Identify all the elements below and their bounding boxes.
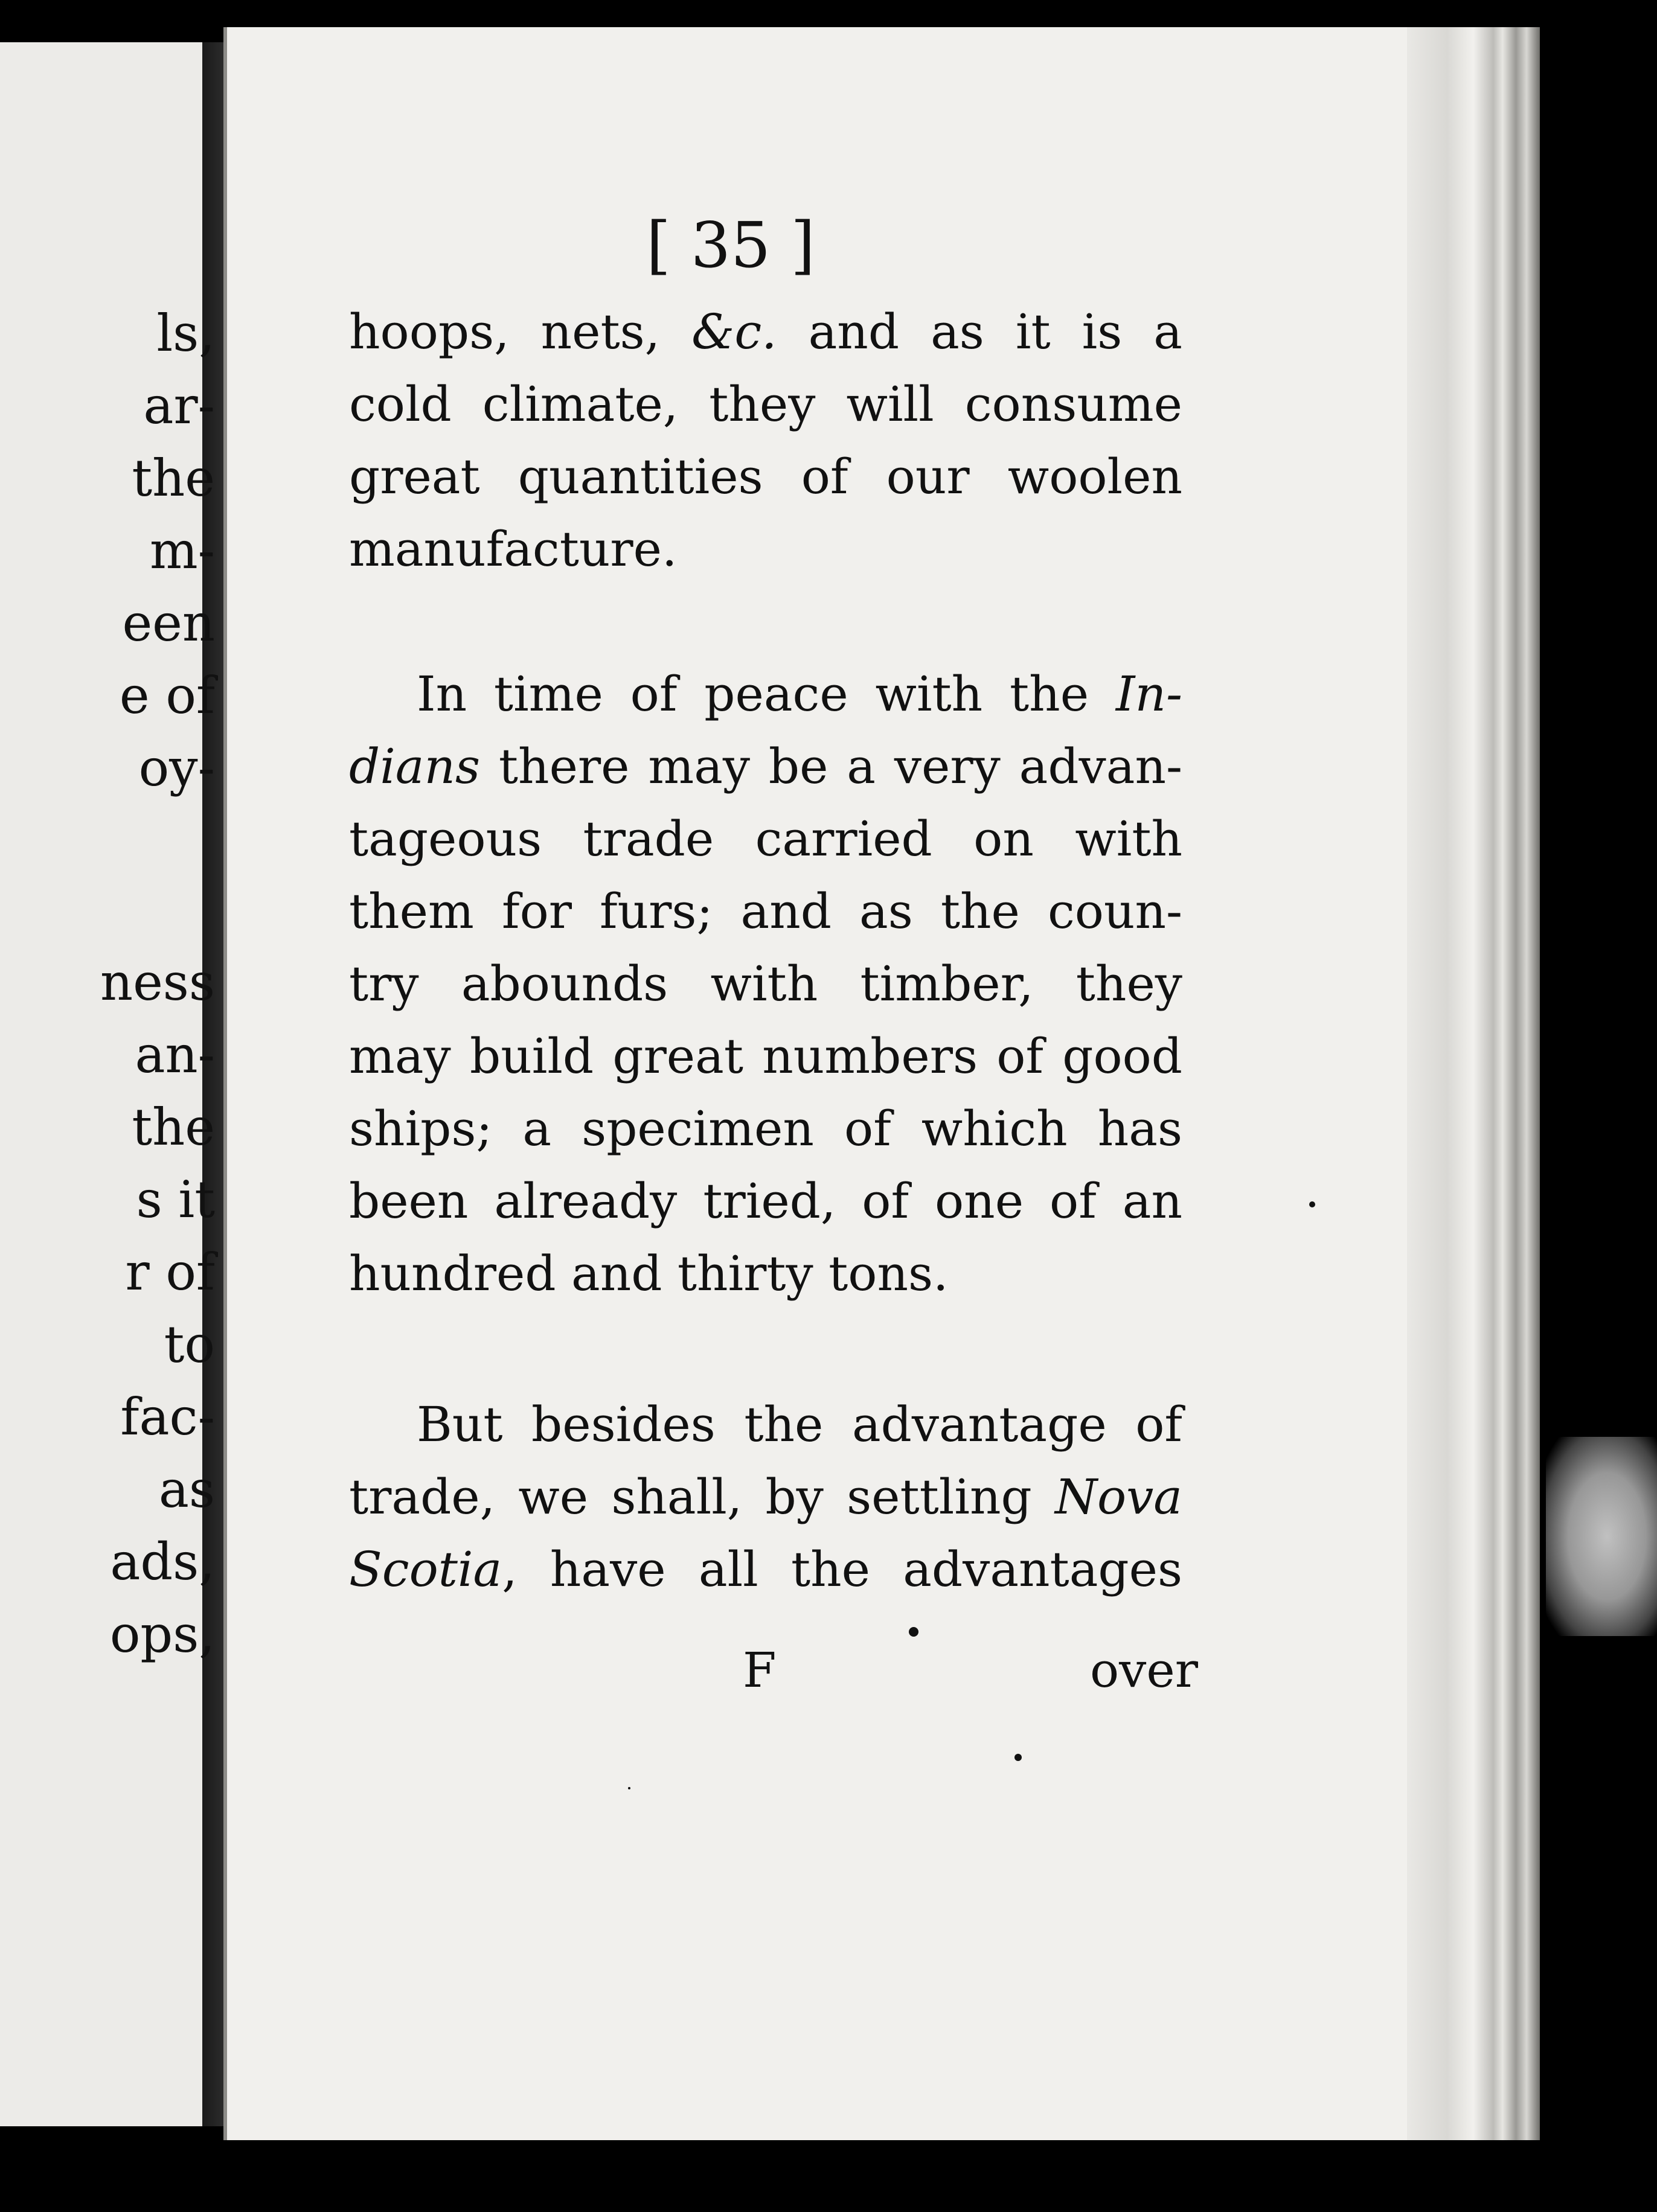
text-line: great quantities of our woolen: [349, 449, 1182, 505]
left-fragment: the: [132, 449, 215, 508]
text-line: But besides the advantage of: [417, 1396, 1182, 1453]
text-line: manufacture.: [349, 521, 678, 577]
text-line: them for furs; and as the coun-: [349, 883, 1182, 939]
edge-stain: [1546, 1437, 1657, 1636]
text-line: hoops, nets, &c. and as it is a: [349, 304, 1183, 360]
text-line: trade, we shall, by settling Nova: [349, 1469, 1182, 1525]
text-line: Scotia, have all the advantages: [349, 1541, 1182, 1597]
left-fragment: ls,: [156, 304, 215, 363]
ink-speck: [628, 1787, 630, 1789]
left-fragment: ads,: [110, 1532, 215, 1591]
left-fragment: as: [158, 1460, 215, 1519]
text-line: ships; a specimen of which has: [349, 1101, 1182, 1157]
text-line: try abounds with timber, they: [349, 956, 1182, 1012]
left-fragment: ness: [100, 953, 215, 1012]
text-line: been already tried, of one of an: [349, 1173, 1182, 1229]
signature-mark: F: [743, 1642, 777, 1698]
left-fragment: an-: [135, 1025, 215, 1084]
text-line: hundred and thirty tons.: [349, 1245, 949, 1302]
left-fragment: to: [164, 1315, 215, 1374]
left-fragment: een: [122, 593, 215, 653]
text-line: cold climate, they will consume: [349, 376, 1182, 432]
left-fragment: s it: [136, 1170, 215, 1229]
left-fragment: ar-: [143, 376, 215, 435]
left-fragment: oy-: [138, 738, 215, 798]
text-line: In time of peace with the In-: [417, 666, 1182, 722]
text-line: may build great numbers of good: [349, 1028, 1182, 1084]
left-fragment: e of: [119, 666, 215, 725]
text-line: tageous trade carried on with: [349, 811, 1182, 867]
left-fragment: m-: [149, 521, 215, 580]
left-fragment: the: [132, 1098, 215, 1157]
text-line: dians there may be a very advan-: [349, 738, 1182, 794]
catchword: over: [1090, 1642, 1198, 1698]
ink-speck: [1309, 1201, 1315, 1207]
left-fragment: ops,: [109, 1605, 215, 1664]
left-fragment: r of: [125, 1242, 215, 1302]
page-edges: [1407, 27, 1540, 2140]
ink-speck: [909, 1627, 918, 1637]
ink-speck: [1014, 1754, 1022, 1761]
left-fragment: fac-: [120, 1387, 215, 1446]
page-number: [ 35 ]: [646, 208, 815, 282]
